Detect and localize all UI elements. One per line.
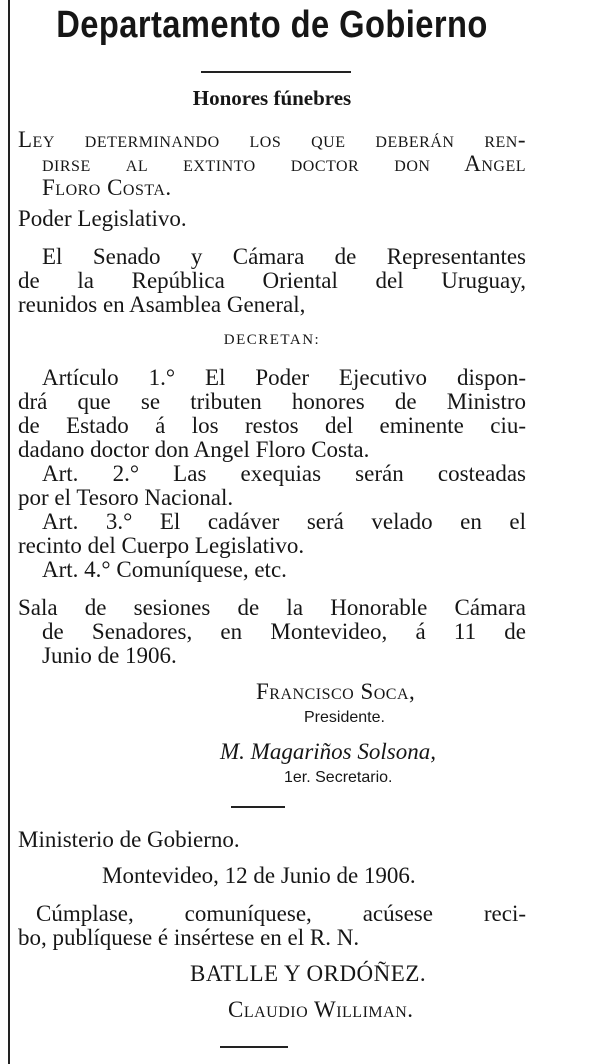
- president-signature: Francisco Soca,: [256, 679, 416, 704]
- session-line-2: de Senadores, en Montevideo, á 11 de: [42, 619, 526, 644]
- session-line-3: Junio de 1906.: [42, 643, 177, 668]
- president-role: Presidente.: [304, 709, 385, 726]
- secretary-role: 1er. Secretario.: [284, 769, 393, 786]
- law-title-line-2: dirse al extinto doctor don Angel: [42, 151, 526, 176]
- closing-divider: [220, 1046, 288, 1048]
- signer-williman: Claudio Williman.: [228, 997, 414, 1022]
- section-heading: Honores fúnebres: [192, 86, 352, 110]
- order-line-1: Cúmplase, comuníquese, acúsese reci-: [36, 901, 526, 926]
- department-heading: Departamento de Gobierno: [56, 4, 488, 46]
- article-3-line-1: Art. 3.° El cadáver será velado en el: [42, 509, 526, 534]
- article-1-line-2: drá que se tributen honores de Ministro: [18, 389, 526, 414]
- law-title-line-3: Floro Costa.: [42, 175, 172, 200]
- article-4: Art. 4.° Comuníquese, etc.: [42, 557, 287, 582]
- decree-label: DECRETAN:: [223, 332, 321, 348]
- legislative-power: Poder Legislativo.: [18, 206, 187, 231]
- heading-divider: [201, 71, 351, 73]
- session-line-1: Sala de sesiones de la Honorable Cámara: [18, 595, 526, 620]
- article-2-line-1: Art. 2.° Las exequias serán costeadas: [42, 461, 526, 486]
- signer-batlle: BATLLE Y ORDÓÑEZ.: [190, 961, 427, 986]
- ministry-date: Montevideo, 12 de Junio de 1906.: [102, 863, 416, 888]
- law-title-line-1: Ley determinando los que deberán ren-: [18, 127, 526, 152]
- intro-line-1: El Senado y Cámara de Representantes: [42, 244, 526, 269]
- intro-line-2: de la República Oriental del Uruguay,: [18, 268, 526, 293]
- article-1-line-1: Artículo 1.° El Poder Ejecutivo dispon-: [42, 365, 526, 390]
- order-line-2: bo, publíquese é insértese en el R. N.: [18, 925, 360, 950]
- ministry-name: Ministerio de Gobierno.: [18, 827, 240, 852]
- secretary-signature: M. Magariños Solsona,: [220, 739, 436, 764]
- article-1-line-4: dadano doctor don Angel Floro Costa.: [18, 437, 370, 462]
- intro-line-3: reunidos en Asamblea General,: [18, 292, 306, 317]
- article-2-line-2: por el Tesoro Nacional.: [18, 485, 234, 510]
- signature-divider: [231, 806, 285, 808]
- article-1-line-3: de Estado á los restos del eminente ciu-: [18, 413, 526, 438]
- column-border: [8, 0, 10, 1064]
- article-3-line-2: recinto del Cuerpo Legislativo.: [18, 533, 305, 558]
